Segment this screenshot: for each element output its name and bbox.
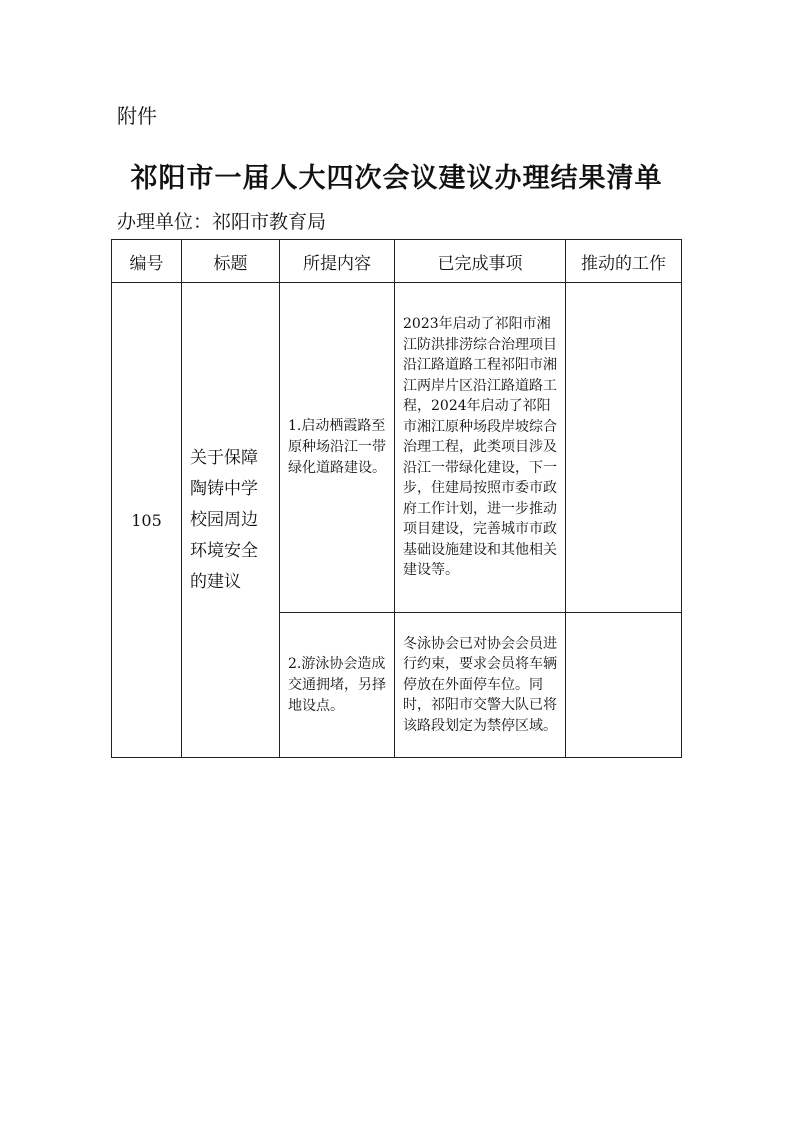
item-promoted bbox=[566, 283, 682, 613]
column-header-title: 标题 bbox=[182, 240, 280, 283]
attachment-label: 附件 bbox=[117, 104, 157, 128]
record-title: 关于保障陶铸中学校园周边环境安全的建议 bbox=[182, 283, 280, 758]
column-header-promoted: 推动的工作 bbox=[566, 240, 682, 283]
column-header-completed: 已完成事项 bbox=[395, 240, 566, 283]
column-header-content: 所提内容 bbox=[280, 240, 395, 283]
item-content: 2.游泳协会造成交通拥堵，另择地设点。 bbox=[280, 613, 395, 758]
table-row bbox=[112, 283, 682, 613]
item-completed: 冬泳协会已对协会会员进行约束，要求会员将车辆停放在外面停车位。同时，祁阳市交警大队已将该路段划定为禁停区域。 bbox=[395, 613, 566, 758]
item-content: 1.启动栖霞路至原种场沿江一带绿化道路建设。 bbox=[280, 283, 395, 613]
document-title: 祁阳市一届人大四次会议建议办理结果清单 bbox=[130, 163, 663, 194]
table-header-row bbox=[112, 240, 682, 283]
column-header-number: 编号 bbox=[112, 240, 182, 283]
handling-unit: 办理单位：祁阳市教育局 bbox=[117, 211, 327, 233]
item-promoted bbox=[566, 613, 682, 758]
item-completed: 2023年启动了祁阳市湘江防洪排涝综合治理项目沿江路道路工程祁阳市湘江两岸片区沿江路道路工程，2024年启动了祁阳市湘江原种场段岸坡综合治理工程，此类项目涉及沿江一带绿化建设，下一步，住建局按照市委市政府工作计划，进一步推动项目建设，完善城市市政基础设施建设和其他相关建设等。 bbox=[395, 283, 566, 613]
record-number: 105 bbox=[112, 283, 182, 758]
result-table bbox=[111, 239, 682, 758]
